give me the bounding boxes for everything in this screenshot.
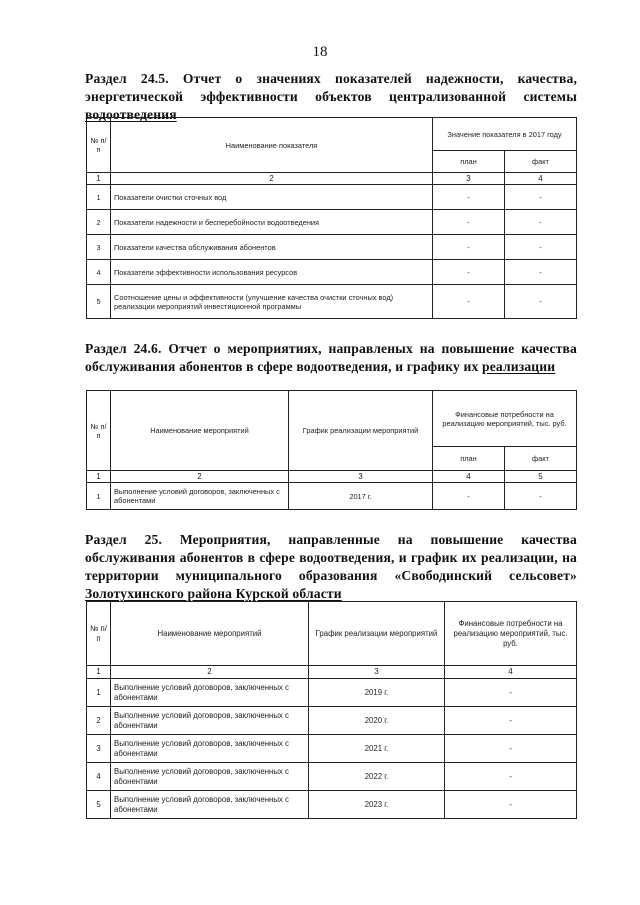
th-num: № п/п [87, 391, 111, 471]
row-num: 1 [87, 185, 111, 210]
th-plan: план [433, 447, 505, 471]
table-row [87, 735, 577, 763]
row-name: Показатели надежности и бесперебойности водоотведения [111, 210, 433, 235]
row-name: Выполнение условий договоров, заключенных с абонентами [111, 791, 309, 819]
section-25-heading [85, 531, 577, 603]
th-indicator-name: Наименование показателя [111, 118, 433, 173]
section-24-6-heading-last: реализации [482, 359, 556, 374]
table-row [87, 285, 577, 319]
section-24-5-heading-text: Раздел 24.5. Отчет о значениях показателей надежности, качества, энергетической эффективности объектов централизованной системы [85, 71, 577, 104]
index-cell: 5 [505, 471, 577, 483]
section-24-5-heading [85, 70, 577, 124]
row-year: 2020 г. [309, 707, 445, 735]
index-cell: 2 [111, 173, 433, 185]
th-event-name: Наименование мероприятий [111, 602, 309, 666]
index-cell: 2 [111, 666, 309, 679]
th-value-group: Значение показателя в 2017 году [433, 118, 577, 151]
row-value: - [445, 791, 577, 819]
row-value: - [445, 707, 577, 735]
row-year: 2017 г. [289, 483, 433, 510]
row-num: 2 [87, 210, 111, 235]
index-cell: 3 [309, 666, 445, 679]
row-fact: - [505, 185, 577, 210]
row-num: 3 [87, 235, 111, 260]
events-report-table [86, 390, 577, 510]
row-fact: - [505, 210, 577, 235]
index-cell: 4 [433, 471, 505, 483]
row-plan: - [433, 260, 505, 285]
table-row [87, 185, 577, 210]
row-num: 5 [87, 791, 111, 819]
th-num: № п/п [87, 602, 111, 666]
table-row [87, 210, 577, 235]
th-schedule: График реализации мероприятий [289, 391, 433, 471]
index-row [87, 173, 577, 185]
index-cell: 3 [289, 471, 433, 483]
row-num: 1 [87, 483, 111, 510]
row-value: - [445, 763, 577, 791]
row-name: Выполнение условий договоров, заключенных с абонентами [111, 679, 309, 707]
section-24-6-heading-text: Раздел 24.6. Отчет о мероприятиях, направленых на повышение качества обслуживания абонентов в сфере водоотведения, и графику их [85, 341, 577, 374]
th-num: № п/п [87, 118, 111, 173]
row-year: 2023 г. [309, 791, 445, 819]
row-num: 4 [87, 260, 111, 285]
row-value: - [445, 735, 577, 763]
th-finance: Финансовые потребности на реализацию мероприятий, тыс. руб. [433, 391, 577, 447]
section-25-heading-last: Золотухинского района Курской области [85, 586, 342, 601]
index-cell: 1 [87, 666, 111, 679]
section-24-6-heading [85, 340, 577, 376]
index-cell: 2 [111, 471, 289, 483]
row-num: 3 [87, 735, 111, 763]
row-year: 2022 г. [309, 763, 445, 791]
index-row [87, 666, 577, 679]
row-plan: - [433, 185, 505, 210]
index-cell: 4 [445, 666, 577, 679]
table-row [87, 791, 577, 819]
table-row [87, 679, 577, 707]
row-name: Выполнение условий договоров, заключенных с абонентами [111, 707, 309, 735]
th-plan: план [433, 151, 505, 173]
table-row [87, 483, 577, 510]
row-num: 5 [87, 285, 111, 319]
index-cell: 4 [505, 173, 577, 185]
row-name: Показатели эффективности использования ресурсов [111, 260, 433, 285]
row-plan: - [433, 210, 505, 235]
row-plan: - [433, 235, 505, 260]
index-cell: 1 [87, 471, 111, 483]
row-fact: - [505, 260, 577, 285]
th-finance: Финансовые потребности на реализацию мероприятий, тыс. руб. [445, 602, 577, 666]
row-num: 2 [87, 707, 111, 735]
table-row [87, 260, 577, 285]
row-num: 1 [87, 679, 111, 707]
row-fact: - [505, 285, 577, 319]
row-name: Выполнение условий договоров, заключенных с абонентами [111, 735, 309, 763]
row-value: - [445, 679, 577, 707]
row-name: Показатели очистки сточных вод [111, 185, 433, 210]
row-fact: - [505, 235, 577, 260]
row-name: Соотношение цены и эффективности (улучшение качества очистки сточных вод) реализации мероприятий инвестиционной программы [111, 285, 433, 319]
row-plan: - [433, 483, 505, 510]
th-event-name: Наименование мероприятий [111, 391, 289, 471]
row-num: 4 [87, 763, 111, 791]
section-25-heading-text: Раздел 25. Мероприятия, направленные на повышение качества обслуживания абонентов в сфере водоотведения, и график их реализации, на территории муниципального образования «Свободинский сельсовет» [85, 532, 577, 583]
row-plan: - [433, 285, 505, 319]
events-schedule-table [86, 601, 577, 819]
row-fact: - [505, 483, 577, 510]
row-year: 2021 г. [309, 735, 445, 763]
row-name: Показатели качества обслуживания абонентов [111, 235, 433, 260]
index-cell: 1 [87, 173, 111, 185]
row-name: Выполнение условий договоров, заключенных с абонентами [111, 763, 309, 791]
row-year: 2019 г. [309, 679, 445, 707]
th-fact: факт [505, 447, 577, 471]
index-cell: 3 [433, 173, 505, 185]
th-fact: факт [505, 151, 577, 173]
th-schedule: График реализации мероприятий [309, 602, 445, 666]
indicators-table [86, 117, 577, 319]
index-row [87, 471, 577, 483]
page-number: 18 [312, 44, 328, 60]
table-row [87, 763, 577, 791]
table-row [87, 235, 577, 260]
section-24-5-heading-last: водоотведения [85, 107, 177, 122]
row-name: Выполнение условий договоров, заключенных с абонентами [111, 483, 289, 510]
table-row [87, 707, 577, 735]
